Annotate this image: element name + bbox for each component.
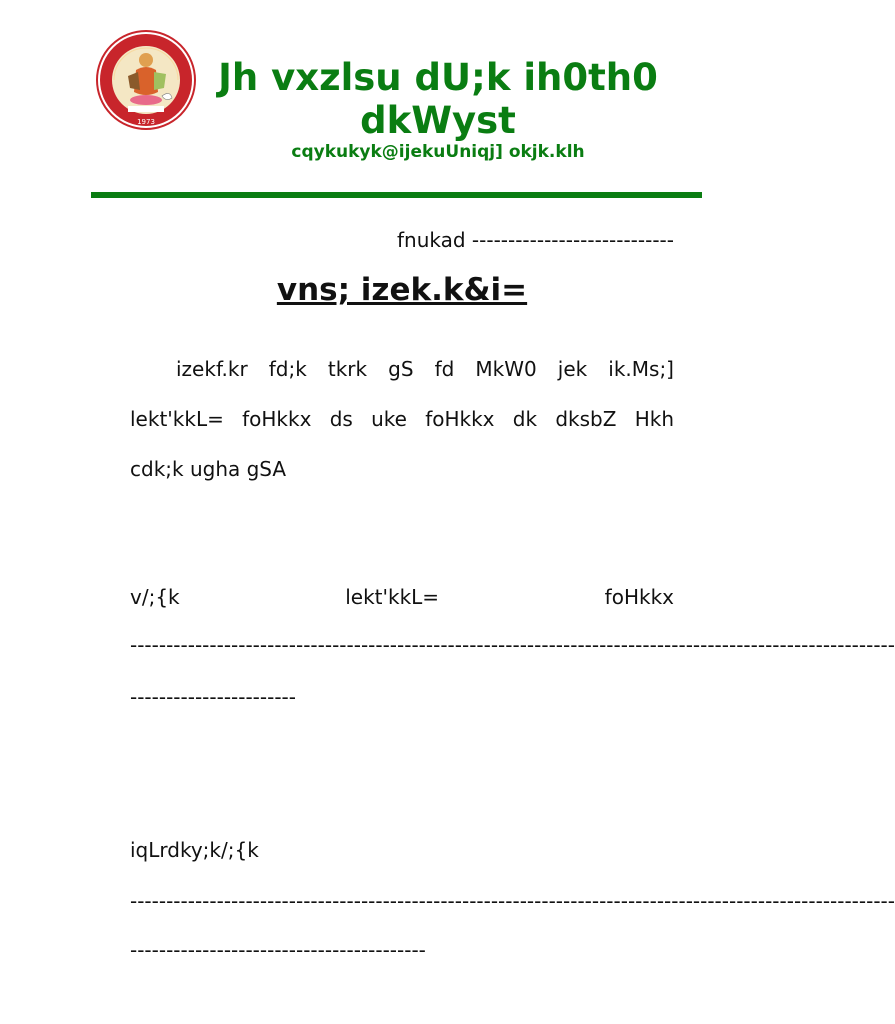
document-heading: vns; izek.k&i= [276, 272, 528, 308]
college-name-line2: dkWyst [360, 99, 516, 142]
librarian-label: iqLrdky;k/;{k [130, 838, 259, 862]
field-department-name: lekt'kkL= [345, 585, 440, 609]
dash-line-4: ----------------------------------------- [130, 938, 426, 962]
college-name-line1: Jh vxzlsu dU;k ih0th0 [218, 56, 658, 99]
date-line: fnukad ---------------------------- [396, 228, 674, 252]
paragraph-line-2: lekt'kkL= foHkkx ds uke foHkkx dk dksbZ Hkh [130, 407, 674, 431]
dash-line-2: ----------------------- [130, 685, 296, 709]
college-address: cqykukyk@ijekuUniqj] okjk.klh [291, 142, 585, 162]
signature-fields-row [130, 583, 674, 611]
paragraph-line-3: cdk;k ugha gSA [130, 457, 287, 481]
letterhead [0, 0, 768, 200]
field-department: foHkkx [604, 585, 674, 609]
seal-year: 1973 [137, 118, 155, 126]
dash-line-1: ---------------------------------------------------------------------------------------------------------- [130, 633, 895, 657]
header-divider [91, 192, 702, 198]
paragraph-line-1: izekf.kr fd;k tkrk gS fd MkW0 jek ik.Ms;] [176, 357, 674, 381]
field-head: v/;{k [130, 585, 180, 609]
dash-line-3: ---------------------------------------------------------------------------------------------------------- [130, 889, 895, 913]
college-seal-icon [92, 30, 200, 130]
